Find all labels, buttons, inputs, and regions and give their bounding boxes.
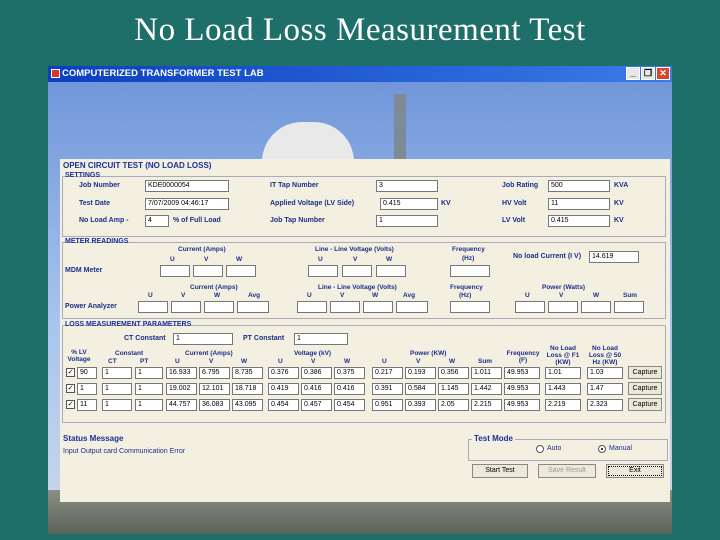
pa-current-u-header: U [148, 292, 153, 299]
test-date-field[interactable]: 7/07/2009 04:46:17 [145, 198, 229, 210]
row-checkbox[interactable]: ✓ [67, 385, 74, 392]
voltage-u-field[interactable]: 0.454 [268, 399, 299, 411]
loss-power-u-header: U [382, 358, 387, 365]
loss-current-w-header: W [241, 358, 248, 365]
voltage-u-field[interactable]: 0.419 [268, 383, 299, 395]
mdm-frequency-field[interactable] [450, 265, 490, 277]
lv-volt-unit: KV [614, 217, 624, 224]
pct-lv-header: % LV Voltage [67, 349, 91, 363]
loss-power-w-header: W [449, 358, 456, 365]
power-analyzer-label: Power Analyzer [65, 303, 117, 310]
slide-title: No Load Loss Measurement Test [134, 12, 586, 48]
mdm-voltage-w-header: W [386, 256, 393, 263]
frequency-field[interactable]: 49.953 [504, 399, 540, 411]
pa-voltage-avg-field[interactable] [396, 301, 428, 313]
voltage-w-field[interactable]: 0.375 [334, 367, 365, 379]
manual-radio[interactable] [598, 445, 606, 453]
test-date-label: Test Date [79, 200, 110, 207]
lv-volt-field[interactable]: 0.415 [548, 215, 610, 227]
mdm-current-v-header: V [204, 256, 209, 263]
power-sum-field[interactable]: 1.442 [471, 383, 502, 395]
pct-lv-field[interactable]: 90 [77, 367, 97, 379]
loss-voltage-v-header: V [311, 358, 316, 365]
form-title: OPEN CIRCUIT TEST (NO LOAD LOSS) [63, 161, 212, 170]
pa-voltage-avg-header: Avg [403, 292, 416, 299]
voltage-w-field[interactable]: 0.416 [334, 383, 365, 395]
power-u-field[interactable]: 0.391 [372, 383, 403, 395]
power-u-field[interactable]: 0.951 [372, 399, 403, 411]
loss-f1-field[interactable]: 1.01 [545, 367, 581, 379]
mdm-current-v-field[interactable] [193, 265, 223, 277]
voltage-u-field[interactable]: 0.376 [268, 367, 299, 379]
auto-radio-label: Auto [547, 445, 562, 452]
pa-voltage-w-field[interactable] [363, 301, 393, 313]
save-result-button[interactable]: Save Result [538, 464, 596, 478]
pa-current-v-field[interactable] [171, 301, 201, 313]
current-u-field[interactable]: 44.757 [166, 399, 197, 411]
power-w-field[interactable]: 1.145 [438, 383, 469, 395]
mdm-voltage-w-field[interactable] [376, 265, 406, 277]
mdm-voltage-u-header: U [318, 256, 323, 263]
status-label: Status Message [63, 434, 124, 443]
minimize-button[interactable]: _ [626, 67, 640, 80]
frequency-field[interactable]: 49.953 [504, 383, 540, 395]
pa-frequency-field[interactable] [450, 301, 490, 313]
job-tap-label: Job Tap Number [270, 217, 325, 224]
ct-constant-label: CT Constant [124, 335, 166, 342]
ct-constant-field[interactable]: 1 [173, 333, 233, 345]
pa-power-v-header: V [559, 292, 564, 299]
capture-button[interactable]: Capture [628, 398, 662, 411]
mdm-voltage-u-field[interactable] [308, 265, 338, 277]
current-w-field[interactable]: 43.095 [232, 399, 263, 411]
current-w-field[interactable]: 8.735 [232, 367, 263, 379]
frequency-field[interactable]: 49.953 [504, 367, 540, 379]
loss-current-header: Current (Amps) [185, 350, 233, 357]
voltage-v-field[interactable]: 0.386 [301, 367, 332, 379]
meter-readings-label: METER READINGS [65, 238, 129, 245]
current-v-field[interactable]: 6.795 [199, 367, 230, 379]
pa-power-v-field[interactable] [548, 301, 578, 313]
job-rating-label: Job Rating [502, 182, 539, 189]
mdm-meter-label: MDM Meter [65, 267, 103, 274]
pa-voltage-v-header: V [340, 292, 345, 299]
loss-voltage-w-header: W [344, 358, 351, 365]
pa-voltage-header: Line - Line Voltage (Volts) [318, 284, 397, 291]
constant-header: Constant [115, 350, 144, 357]
row-checkbox[interactable]: ✓ [67, 369, 74, 376]
loss-at-50hz-header: No Load Loss @ 50 Hz (KW) [588, 345, 622, 366]
it-tap-label: IT Tap Number [270, 182, 319, 189]
pa-voltage-w-header: W [372, 292, 379, 299]
row-pt-field[interactable]: 1 [135, 399, 163, 411]
test-mode-label: Test Mode [474, 434, 513, 443]
current-v-field[interactable]: 12.101 [199, 383, 230, 395]
current-v-field[interactable]: 36.083 [199, 399, 230, 411]
lv-volt-label: LV Volt [502, 217, 526, 224]
start-test-button[interactable]: Start Test [472, 464, 528, 478]
power-w-field[interactable]: 2.05 [438, 399, 469, 411]
loss-power-v-header: V [416, 358, 421, 365]
voltage-v-field[interactable]: 0.457 [301, 399, 332, 411]
loss-at-f1-header: No Load Loss @ F1 (KW) [546, 345, 580, 366]
voltage-v-field[interactable]: 0.416 [301, 383, 332, 395]
row-pt-field[interactable]: 1 [135, 367, 163, 379]
loss-f1-field[interactable]: 2.219 [545, 399, 581, 411]
maximize-button[interactable]: ❐ [641, 67, 655, 80]
current-u-field[interactable]: 16.933 [166, 367, 197, 379]
power-v-field[interactable]: 0.584 [405, 383, 436, 395]
window-titlebar[interactable] [48, 66, 672, 82]
app-screenshot [48, 66, 672, 534]
pt-constant-field[interactable]: 1 [294, 333, 348, 345]
job-number-label: Job Number [79, 182, 120, 189]
mdm-voltage-v-field[interactable] [342, 265, 372, 277]
pa-current-v-header: V [181, 292, 186, 299]
pa-current-avg-field[interactable] [237, 301, 269, 313]
loss-power-header: Power (KW) [410, 350, 447, 357]
test-form [60, 159, 670, 502]
pa-current-u-field[interactable] [138, 301, 168, 313]
row-checkbox[interactable]: ✓ [67, 401, 74, 408]
pa-current-w-field[interactable] [204, 301, 234, 313]
no-load-amp-label: No Load Amp - [79, 217, 129, 224]
no-load-current-label: No load Current (I V) [513, 253, 582, 260]
pa-power-header: Power (Watts) [542, 284, 586, 291]
no-load-amp-field[interactable]: 4 [145, 215, 169, 227]
exit-button[interactable]: Exit [606, 464, 664, 478]
loss-frequency-header: Frequency (F) [506, 350, 540, 364]
mdm-frequency-unit: (Hz) [462, 255, 475, 262]
settings-label: SETTINGS [65, 172, 101, 179]
row-pt-field[interactable]: 1 [135, 383, 163, 395]
loss-50hz-field[interactable]: 1.03 [587, 367, 623, 379]
loss-50hz-field[interactable]: 1.47 [587, 383, 623, 395]
mdm-frequency-header: Frequency [452, 246, 485, 253]
loss-current-v-header: V [209, 358, 214, 365]
pt-constant-label: PT Constant [243, 335, 285, 342]
job-rating-unit: KVA [614, 182, 629, 189]
mdm-current-w-header: W [236, 256, 243, 263]
applied-voltage-label: Applied Voltage (LV Side) [270, 200, 355, 207]
pa-current-avg-header: Avg [248, 292, 261, 299]
row-ct-field[interactable]: 1 [102, 383, 132, 395]
capture-button[interactable]: Capture [628, 366, 662, 379]
hv-volt-unit: KV [614, 200, 624, 207]
power-v-field[interactable]: 0.393 [405, 399, 436, 411]
mdm-current-w-field[interactable] [226, 265, 256, 277]
pa-frequency-unit: (Hz) [459, 292, 472, 299]
row-ct-field[interactable]: 1 [102, 367, 132, 379]
power-u-field[interactable]: 0.217 [372, 367, 403, 379]
applied-voltage-field[interactable]: 0.415 [380, 198, 438, 210]
current-w-field[interactable]: 18.718 [232, 383, 263, 395]
pa-current-header: Current (Amps) [190, 284, 238, 291]
pct-lv-field[interactable]: 1 [77, 383, 97, 395]
power-sum-field[interactable]: 1.011 [471, 367, 502, 379]
ct-col-header: CT [108, 358, 117, 365]
pa-voltage-u-field[interactable] [297, 301, 327, 313]
loss-f1-field[interactable]: 1.443 [545, 383, 581, 395]
applied-voltage-unit: KV [441, 200, 451, 207]
manual-radio-label: Manual [609, 445, 632, 452]
pa-power-u-field[interactable] [515, 301, 545, 313]
power-sum-field[interactable]: 2.215 [471, 399, 502, 411]
mdm-current-u-field[interactable] [160, 265, 190, 277]
job-rating-field[interactable]: 500 [548, 180, 610, 192]
pa-power-sum-header: Sum [623, 292, 638, 299]
row-ct-field[interactable]: 1 [102, 399, 132, 411]
close-button[interactable]: ✕ [656, 67, 670, 80]
power-v-field[interactable]: 0.193 [405, 367, 436, 379]
power-w-field[interactable]: 0.356 [438, 367, 469, 379]
capture-button[interactable]: Capture [628, 382, 662, 395]
loss-voltage-u-header: U [278, 358, 283, 365]
loss-current-u-header: U [175, 358, 180, 365]
hv-volt-field[interactable]: 11 [548, 198, 610, 210]
mdm-current-header: Current (Amps) [178, 246, 226, 253]
voltage-w-field[interactable]: 0.454 [334, 399, 365, 411]
job-tap-field[interactable]: 1 [376, 215, 438, 227]
pa-power-w-header: W [593, 292, 600, 299]
status-message: Input Output card Communication Error [63, 448, 186, 455]
loss-power-sum-header: Sum [478, 358, 493, 365]
window-title: COMPUTERIZED TRANSFORMER TEST LAB [62, 68, 264, 79]
pa-power-u-header: U [525, 292, 530, 299]
app-icon [51, 69, 60, 78]
loss-parameters-label: LOSS MEASUREMENT PARAMETERS [65, 321, 192, 328]
current-u-field[interactable]: 19.002 [166, 383, 197, 395]
mdm-current-u-header: U [170, 256, 175, 263]
pa-power-w-field[interactable] [581, 301, 611, 313]
pa-voltage-v-field[interactable] [330, 301, 360, 313]
no-load-current-field[interactable]: 14.619 [589, 251, 639, 263]
pa-voltage-u-header: U [307, 292, 312, 299]
pa-power-sum-field[interactable] [614, 301, 644, 313]
pa-frequency-header: Frequency [450, 284, 483, 291]
job-number-field[interactable]: KDE0000054 [145, 180, 229, 192]
pct-lv-field[interactable]: 11 [77, 399, 97, 411]
it-tap-field[interactable]: 3 [376, 180, 438, 192]
loss-voltage-header: Voltage (kV) [294, 350, 332, 357]
pa-current-w-header: W [214, 292, 221, 299]
pt-col-header: PT [140, 358, 149, 365]
mdm-voltage-header: Line - Line Voltage (Volts) [315, 246, 394, 253]
hv-volt-label: HV Volt [502, 200, 527, 207]
auto-radio[interactable] [536, 445, 544, 453]
loss-50hz-field[interactable]: 2.323 [587, 399, 623, 411]
mdm-voltage-v-header: V [353, 256, 358, 263]
pct-full-load-label: % of Full Load [173, 217, 221, 224]
